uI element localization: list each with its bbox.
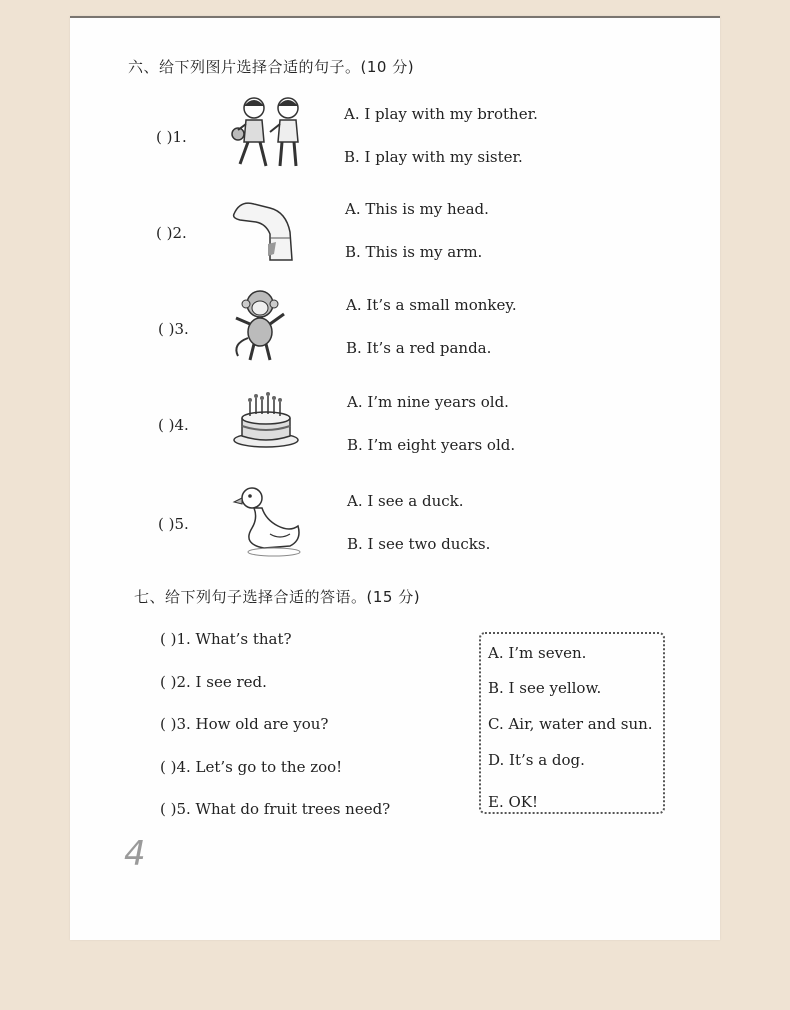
page-number: 4 <box>124 834 146 874</box>
answer-b: B. I see yellow. <box>488 679 602 697</box>
item2-bracket: ( )2. <box>156 224 187 242</box>
duck-icon <box>232 484 304 562</box>
answer-d: D. It’s a dog. <box>488 751 585 769</box>
worksheet-page <box>70 16 720 940</box>
item1-option-b: B. I play with my sister. <box>344 148 523 166</box>
two-boys-basketball-icon <box>226 96 312 176</box>
answer-e: E. OK! <box>488 793 539 811</box>
question-5: ( )5. What do fruit trees need? <box>160 800 391 818</box>
question-3: ( )3. How old are you? <box>160 715 329 733</box>
answer-options-box <box>479 632 665 814</box>
monkey-icon <box>230 288 290 368</box>
item4-option-b: B. I’m eight years old. <box>347 436 516 454</box>
birthday-cake-icon <box>232 392 300 454</box>
item1-option-a: A. I play with my brother. <box>344 105 538 123</box>
answer-a: A. I’m seven. <box>488 644 587 662</box>
item5-option-a: A. I see a duck. <box>347 492 464 510</box>
section6-title: 六、给下列图片选择合适的句子。(10 分) <box>128 58 415 76</box>
question-1: ( )1. What’s that? <box>160 630 292 648</box>
question-4: ( )4. Let’s go to the zoo! <box>160 758 343 776</box>
item3-option-b: B. It’s a red panda. <box>346 339 492 357</box>
item4-bracket: ( )4. <box>158 416 189 434</box>
item4-option-a: A. I’m nine years old. <box>347 393 509 411</box>
arm-icon <box>230 198 300 268</box>
item3-option-a: A. It’s a small monkey. <box>346 296 517 314</box>
item2-option-a: A. This is my head. <box>345 200 489 218</box>
answer-c: C. Air, water and sun. <box>488 715 653 733</box>
item3-bracket: ( )3. <box>158 320 189 338</box>
item2-option-b: B. This is my arm. <box>345 243 483 261</box>
item5-option-b: B. I see two ducks. <box>347 535 491 553</box>
item1-bracket: ( )1. <box>156 128 187 146</box>
item5-bracket: ( )5. <box>158 515 189 533</box>
question-2: ( )2. I see red. <box>160 673 267 691</box>
section7-title: 七、给下列句子选择合适的答语。(15 分) <box>134 588 421 606</box>
